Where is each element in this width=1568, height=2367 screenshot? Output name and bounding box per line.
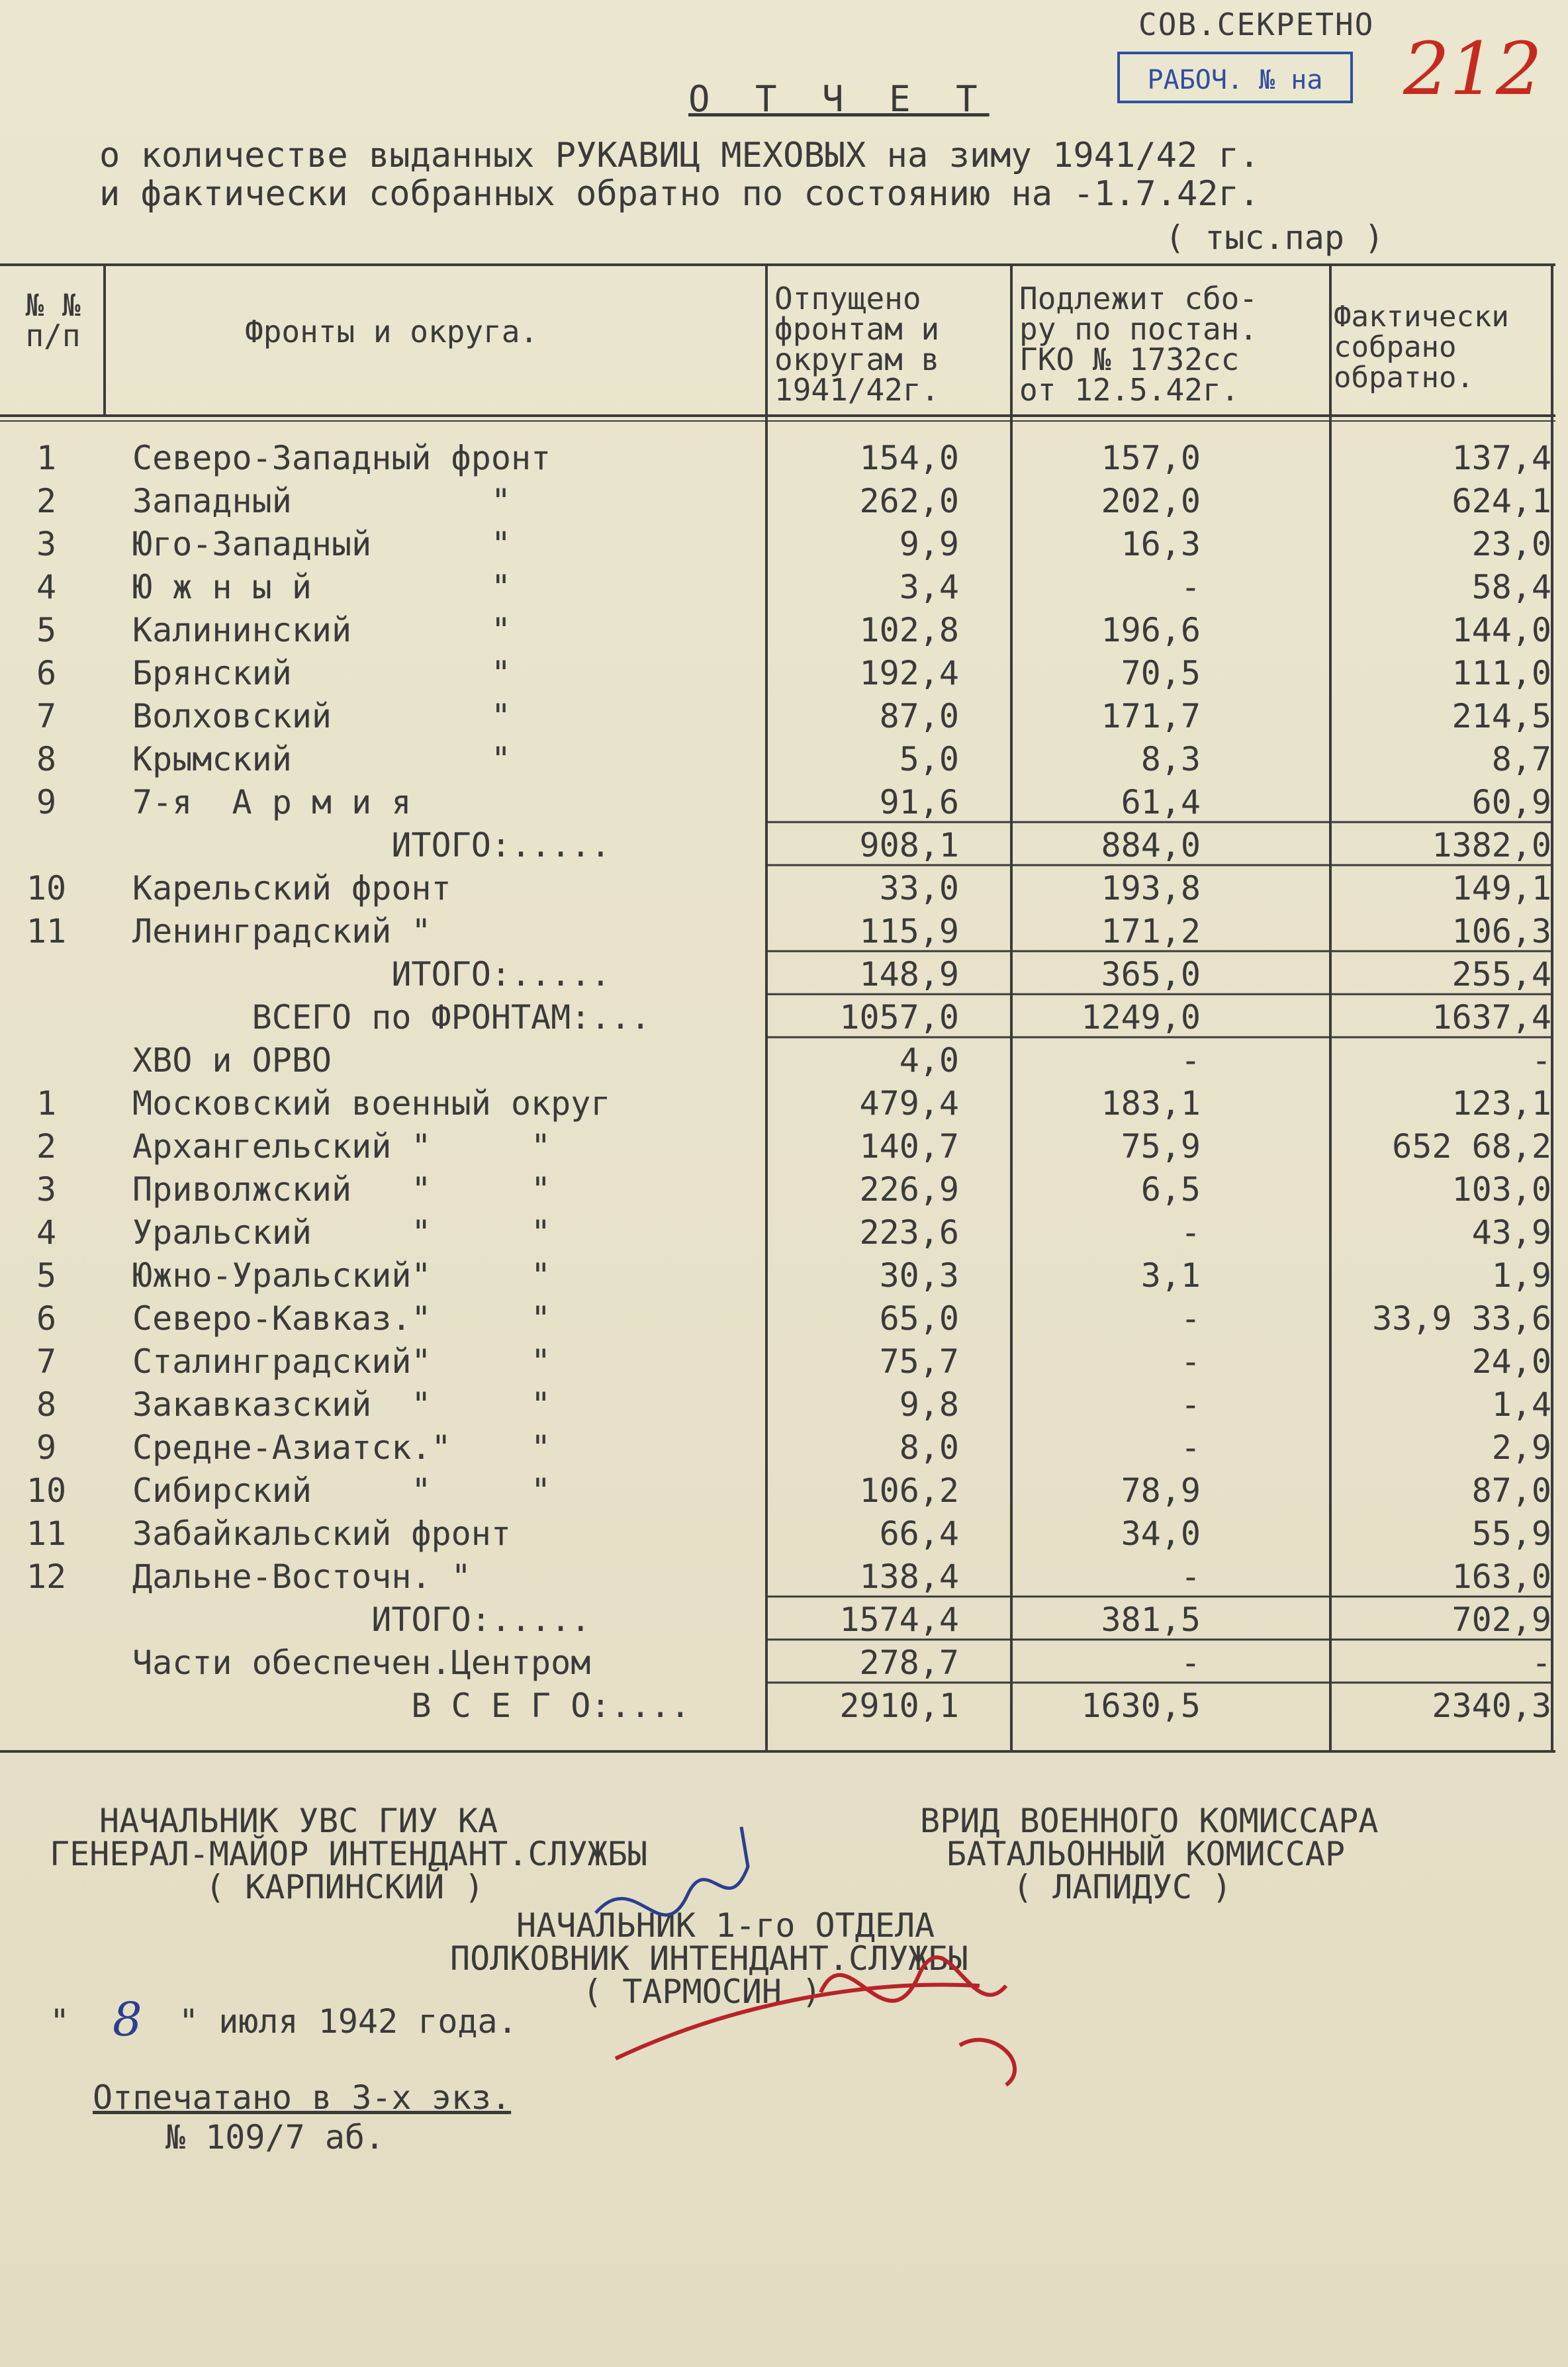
issued-value: 75,7 [879, 1342, 959, 1381]
collected-value: 149,1 [1452, 869, 1551, 907]
issued-value: 262,0 [859, 482, 959, 520]
issued-value: 106,2 [859, 1471, 959, 1510]
row-name: Сталинградский" " [132, 1342, 551, 1381]
row-number: 4 [36, 1213, 57, 1252]
issued-value: 140,7 [859, 1127, 959, 1166]
row-name: Северо-Кавказ." " [132, 1299, 551, 1338]
to-collect-value: 70,5 [1121, 654, 1201, 692]
collected-value: 60,9 [1471, 783, 1551, 821]
signatory-mid-title: НАЧАЛЬНИК 1-го ОТДЕЛА [516, 1906, 935, 1945]
row-number: 5 [36, 1256, 57, 1295]
issued-value: 4,0 [899, 1041, 959, 1080]
to-collect-value: 365,0 [1101, 955, 1201, 994]
collected-value: 1,9 [1491, 1256, 1551, 1295]
collected-value: 103,0 [1452, 1170, 1551, 1209]
to-collect-value: - [1180, 1557, 1201, 1596]
signatory-left-rank: ГЕНЕРАЛ-МАЙОР ИНТЕНДАНТ.СЛУЖБЫ [50, 1835, 648, 1873]
date-open-quote: " [50, 2002, 70, 2041]
signatory-right-rank: БАТАЛЬОННЫЙ КОМИССАР [946, 1835, 1346, 1873]
to-collect-value: 381,5 [1101, 1601, 1201, 1639]
collected-value: - [1531, 1041, 1551, 1080]
issued-value: 223,6 [859, 1213, 959, 1252]
row-number: 1 [36, 1084, 57, 1123]
row-number: 8 [36, 1385, 57, 1424]
units-label: ( тыс.пар ) [1165, 218, 1385, 257]
row-number: 6 [36, 1299, 57, 1338]
issued-value: 148,9 [859, 955, 959, 994]
row-name: ВСЕГО по ФРОНТАМ:... [132, 998, 651, 1037]
to-collect-value: 196,6 [1101, 611, 1201, 649]
collected-value: 33,9 33,6 [1372, 1299, 1551, 1338]
row-name: Дальне-Восточн. " [132, 1557, 471, 1596]
row-number: 11 [26, 1514, 67, 1553]
issued-value: 8,0 [899, 1428, 959, 1467]
issued-value: 30,3 [879, 1256, 959, 1295]
secrecy-stamp: СОВ.СЕКРЕТНО [1138, 7, 1375, 42]
row-number: 7 [36, 1342, 57, 1381]
issued-value: 1057,0 [839, 998, 959, 1037]
row-number: 1 [36, 439, 57, 477]
collected-value: 137,4 [1452, 439, 1551, 477]
row-number: 7 [36, 697, 57, 735]
row-name: 7-я А р м и я [132, 783, 412, 821]
row-name: Северо-Западный фронт [132, 439, 551, 477]
row-name: Юго-Западный " [132, 525, 511, 563]
to-collect-value: 75,9 [1121, 1127, 1201, 1166]
row-number: 2 [36, 1127, 57, 1166]
signatory-left-name: ( КАРПИНСКИЙ ) [205, 1868, 484, 1906]
issued-value: 3,4 [899, 568, 959, 606]
collected-value: 144,0 [1452, 611, 1551, 649]
issued-value: 33,0 [879, 869, 959, 907]
registration-stamp: РАБОЧ. № на [1117, 52, 1353, 103]
collected-value: 214,5 [1452, 697, 1551, 735]
document-title: О Т Ч Е Т [688, 78, 990, 120]
row-number: 9 [36, 1428, 57, 1467]
header-issued: Отпущено фронтам и округам в 1941/42г. [774, 281, 940, 408]
collected-value: 8,7 [1491, 740, 1551, 778]
to-collect-value: - [1180, 1213, 1201, 1252]
signatory-left-title: НАЧАЛЬНИК УВС ГИУ КА [99, 1802, 498, 1840]
to-collect-value: - [1180, 1644, 1201, 1682]
issued-value: 5,0 [899, 740, 959, 778]
row-name: Карельский фронт [132, 869, 451, 907]
collected-value: 163,0 [1452, 1557, 1551, 1596]
row-number: 10 [26, 1471, 67, 1510]
to-collect-value: 157,0 [1101, 439, 1201, 477]
collected-value: 55,9 [1471, 1514, 1551, 1553]
issued-value: 2910,1 [839, 1687, 959, 1725]
collected-value: 624,1 [1452, 482, 1551, 520]
reference-number: № 109/7 аб. [165, 2118, 385, 2157]
collected-value: 1,4 [1491, 1385, 1551, 1424]
to-collect-value: 1630,5 [1081, 1687, 1201, 1725]
issued-value: 115,9 [859, 912, 959, 951]
row-number: 3 [36, 1170, 57, 1209]
signatory-mid-name: ( ТАРМОСИН ) [582, 1972, 822, 2011]
collected-value: 255,4 [1452, 955, 1551, 994]
collected-value: 2,9 [1491, 1428, 1551, 1467]
row-name: Ленинградский " [132, 912, 432, 951]
collected-value: 1637,4 [1432, 998, 1551, 1037]
row-number: 9 [36, 783, 57, 821]
row-number: 11 [26, 912, 67, 951]
issued-value: 65,0 [879, 1299, 959, 1338]
row-number: 6 [36, 654, 57, 692]
collected-value: 87,0 [1471, 1471, 1551, 1510]
to-collect-value: 3,1 [1140, 1256, 1201, 1295]
collected-value: - [1531, 1644, 1551, 1682]
issued-value: 278,7 [859, 1644, 959, 1682]
collected-value: 106,3 [1452, 912, 1551, 951]
row-name: Южно-Уральский" " [132, 1256, 551, 1295]
issued-value: 102,8 [859, 611, 959, 649]
issued-value: 91,6 [879, 783, 959, 821]
subtitle-line-2: и фактически собранных обратно по состоянию на -1.7.42г. [99, 174, 1260, 214]
to-collect-value: 34,0 [1121, 1514, 1201, 1553]
to-collect-value: 171,2 [1101, 912, 1201, 951]
row-name: Уральский " " [132, 1213, 551, 1252]
collected-value: 123,1 [1452, 1084, 1551, 1123]
row-number: 2 [36, 482, 57, 520]
row-name: Средне-Азиатск." " [132, 1428, 551, 1467]
row-name: Архангельский " " [132, 1127, 551, 1166]
collected-value: 652 68,2 [1392, 1127, 1551, 1166]
issued-value: 479,4 [859, 1084, 959, 1123]
issued-value: 138,4 [859, 1557, 959, 1596]
row-name: Волховский " [132, 697, 511, 735]
header-to-collect: Подлежит сбо- ру по постан. ГКО № 1732сс от 12.5.42г. [1019, 281, 1258, 408]
date-day: 8 [113, 1992, 142, 2047]
header-name: Фронты и округа. [245, 314, 539, 349]
row-number: 5 [36, 611, 57, 649]
to-collect-value: - [1180, 1385, 1201, 1424]
issued-value: 66,4 [879, 1514, 959, 1553]
to-collect-value: - [1180, 568, 1201, 606]
row-name: ИТОГО:..... [132, 1601, 591, 1639]
issued-value: 192,4 [859, 654, 959, 692]
to-collect-value: - [1180, 1041, 1201, 1080]
row-name: Приволжский " " [132, 1170, 551, 1209]
signature-karpinsky-icon [596, 1827, 748, 1915]
folio-number: 212 [1403, 26, 1542, 111]
header-num: № № п/п [25, 287, 81, 353]
issued-value: 9,9 [899, 525, 959, 563]
row-name: ИТОГО:..... [132, 826, 611, 864]
copies-note: Отпечатано в 3-х экз. [93, 2078, 512, 2117]
to-collect-value: - [1180, 1342, 1201, 1381]
row-number: 10 [26, 869, 67, 907]
row-name: В С Е Г О:.... [132, 1687, 690, 1725]
to-collect-value: 78,9 [1121, 1471, 1201, 1510]
row-name: Ю ж н ы й " [132, 568, 511, 606]
collected-value: 23,0 [1471, 525, 1551, 563]
issued-value: 908,1 [859, 826, 959, 864]
row-name: Крымский " [132, 740, 511, 778]
row-name: Закавказский " " [132, 1385, 551, 1424]
issued-value: 1574,4 [839, 1601, 959, 1639]
signatory-right-name: ( ЛАПИДУС ) [1013, 1868, 1232, 1906]
issued-value: 226,9 [859, 1170, 959, 1209]
signatory-mid-rank: ПОЛКОВНИК ИНТЕНДАНТ.СЛУЖБЫ [450, 1939, 968, 1978]
row-number: 3 [36, 525, 57, 563]
row-name: ХВО и ОРВО [132, 1041, 332, 1080]
to-collect-value: 202,0 [1101, 482, 1201, 520]
signatory-right-title: ВРИД ВОЕННОГО КОМИССАРА [920, 1802, 1379, 1840]
issued-value: 9,8 [899, 1385, 959, 1424]
row-name: Забайкальский фронт [132, 1514, 511, 1553]
to-collect-value: - [1180, 1299, 1201, 1338]
collected-value: 43,9 [1471, 1213, 1551, 1252]
row-name: Сибирский " " [132, 1471, 551, 1510]
subtitle-line-1: о количестве выданных РУКАВИЦ МЕХОВЫХ на зиму 1941/42 г. [99, 136, 1260, 175]
signature-tarmosin-icon [616, 1957, 1015, 2085]
to-collect-value: 61,4 [1121, 783, 1201, 821]
issued-value: 87,0 [879, 697, 959, 735]
row-name: Калининский " [132, 611, 511, 649]
collected-value: 58,4 [1471, 568, 1551, 606]
to-collect-value: - [1180, 1428, 1201, 1467]
row-name: Брянский " [132, 654, 511, 692]
date-rest: " июля 1942 года. [179, 2002, 518, 2041]
to-collect-value: 16,3 [1121, 525, 1201, 563]
to-collect-value: 6,5 [1140, 1170, 1201, 1209]
collected-value: 111,0 [1452, 654, 1551, 692]
to-collect-value: 171,7 [1101, 697, 1201, 735]
row-name: Московский военный округ [132, 1084, 611, 1123]
row-number: 4 [36, 568, 57, 606]
issued-value: 154,0 [859, 439, 959, 477]
to-collect-value: 1249,0 [1081, 998, 1201, 1037]
header-collected: Фактически собрано обратно. [1334, 300, 1509, 394]
to-collect-value: 193,8 [1101, 869, 1201, 907]
row-number: 12 [26, 1557, 67, 1596]
to-collect-value: 183,1 [1101, 1084, 1201, 1123]
row-name: Части обеспечен.Центром [132, 1644, 591, 1682]
collected-value: 1382,0 [1432, 826, 1551, 864]
row-number: 8 [36, 740, 57, 778]
collected-value: 24,0 [1471, 1342, 1551, 1381]
collected-value: 2340,3 [1432, 1687, 1551, 1725]
to-collect-value: 884,0 [1101, 826, 1201, 864]
collected-value: 702,9 [1452, 1601, 1551, 1639]
row-name: ИТОГО:..... [132, 955, 611, 994]
row-name: Западный " [132, 482, 511, 520]
to-collect-value: 8,3 [1140, 740, 1201, 778]
